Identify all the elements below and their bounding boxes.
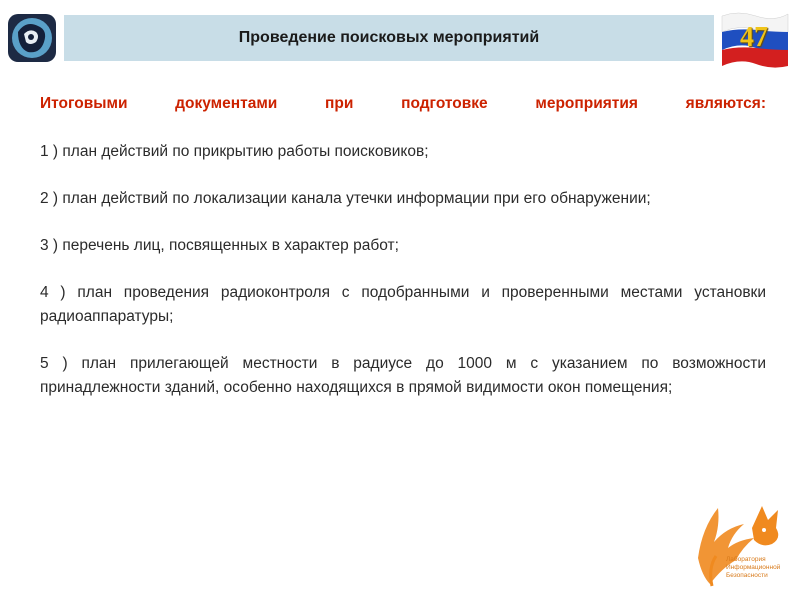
list-item: 4 ) план проведения радиоконтроля с подобранными и проверенными местами установки радиоаппаратуры; (40, 284, 766, 325)
list-item: 3 ) перечень лиц, посвященных в характер работ; (40, 237, 399, 254)
content-area (40, 94, 766, 423)
emblem-logo (4, 10, 60, 66)
slide-number: 47 (740, 22, 768, 53)
page-title: Проведение поисковых мероприятий (238, 29, 540, 46)
section-subtitle: Итоговыми документами при подготовке мероприятия являются: (40, 95, 766, 112)
brand-caption (726, 556, 798, 580)
brand-line: Безопасности (726, 572, 768, 579)
list-item: 5 ) план прилегающей местности в радиусе до 1000 м с указанием по возможности принадлежности зданий, особенно находящихся в прямой видимости окон помещения; (40, 355, 766, 396)
list-item: 2 ) план действий по локализации канала утечки информации при его обнаружении; (40, 190, 651, 207)
brand-line: Информационной (726, 564, 781, 571)
brand-line: Лаборатория (726, 556, 766, 563)
list-item: 1 ) план действий по прикрытию работы поисковиков; (40, 143, 429, 160)
header-bar (64, 15, 714, 61)
